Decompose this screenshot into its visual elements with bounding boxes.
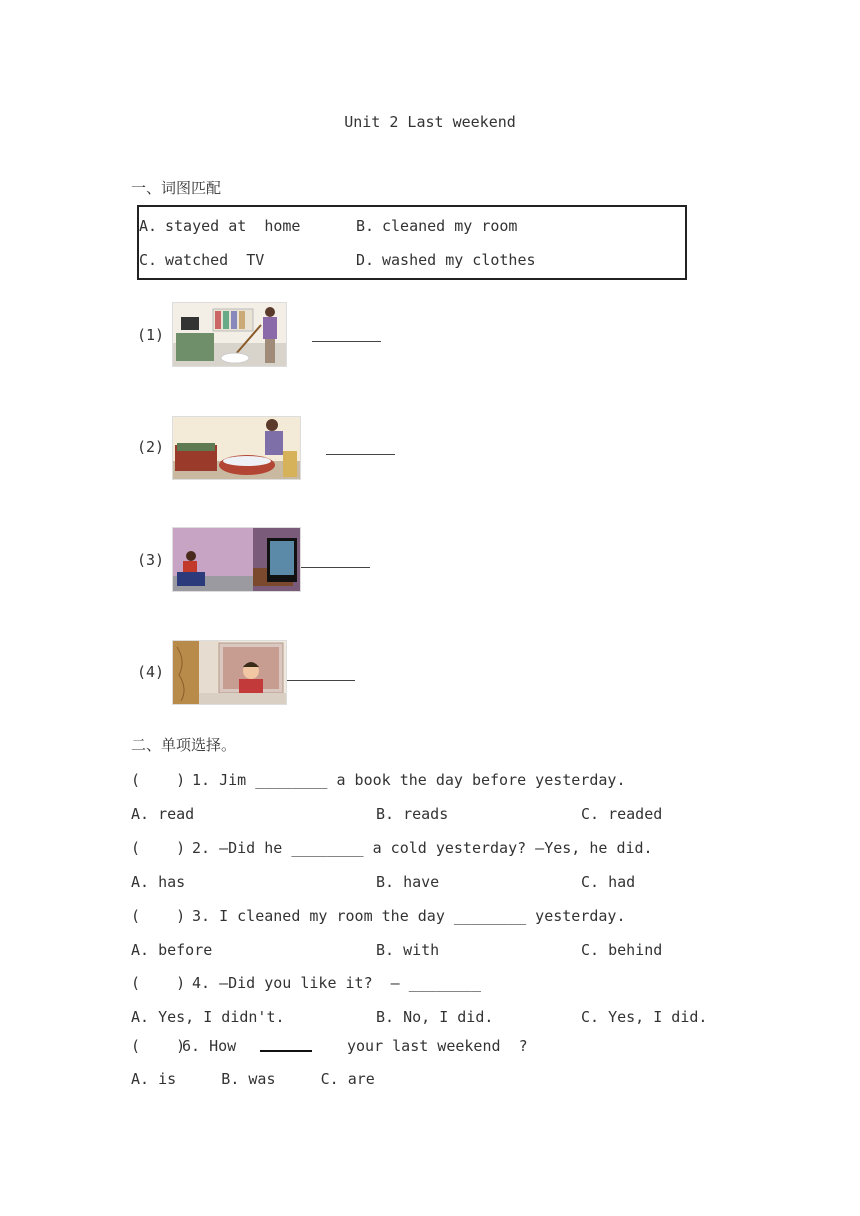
- q1-option-c: C. readed: [581, 805, 663, 823]
- q4-paren[interactable]: ( ): [131, 974, 186, 992]
- q3-paren[interactable]: ( ): [131, 907, 186, 925]
- option-a-text: stayed at home: [165, 217, 301, 235]
- q1-option-a: A. read: [131, 805, 195, 823]
- q3-text: 3. I cleaned my room the day ________ yesterday.: [192, 907, 626, 925]
- q2-option-a: A. has: [131, 873, 186, 891]
- item-1-answer-blank[interactable]: [312, 341, 381, 342]
- q2-paren[interactable]: ( ): [131, 839, 186, 857]
- staying-home-picture: [172, 640, 287, 705]
- item-2-answer-blank[interactable]: [326, 454, 395, 455]
- mopping-floor-picture: [172, 302, 287, 367]
- option-a-letter: A.: [139, 217, 158, 235]
- option-b-text: cleaned my room: [382, 217, 518, 235]
- q2-option-b: B. have: [376, 873, 440, 891]
- item-3-number: (3): [137, 551, 165, 569]
- option-c-text: watched TV: [165, 251, 265, 269]
- q4-option-c: C. Yes, I did.: [581, 1008, 708, 1026]
- q1-paren[interactable]: ( ): [131, 771, 186, 789]
- q3-option-a: A. before: [131, 941, 213, 959]
- item-4-number: (4): [137, 663, 165, 681]
- section-1-heading: 一、词图匹配: [131, 179, 222, 197]
- q6-options: A. is B. was C. are: [131, 1070, 375, 1088]
- watching-tv-picture: [172, 527, 301, 592]
- word-bank-box: [137, 205, 687, 280]
- item-2-number: (2): [137, 438, 165, 456]
- q4-text: 4. —Did you like it? — ________: [192, 974, 481, 992]
- q6-paren[interactable]: ( ): [131, 1037, 186, 1055]
- item-3-answer-blank[interactable]: [301, 567, 370, 568]
- option-b-letter: B.: [356, 217, 375, 235]
- item-1-number: (1): [137, 326, 165, 344]
- q2-option-c: C. had: [581, 873, 636, 891]
- item-4-answer-blank[interactable]: [287, 680, 355, 681]
- option-d-letter: D.: [356, 251, 375, 269]
- q4-option-b: B. No, I did.: [376, 1008, 494, 1026]
- q4-option-a: A. Yes, I didn't.: [131, 1008, 285, 1026]
- q6-number: 6. How: [182, 1037, 237, 1055]
- page-title: Unit 2 Last weekend: [344, 113, 516, 131]
- q6-text: your last weekend ?: [347, 1037, 528, 1055]
- q3-option-c: C. behind: [581, 941, 663, 959]
- option-d-text: washed my clothes: [382, 251, 536, 269]
- q1-option-b: B. reads: [376, 805, 449, 823]
- option-c-letter: C.: [139, 251, 158, 269]
- q2-text: 2. —Did he ________ a cold yesterday? —Yes, he did.: [192, 839, 653, 857]
- q6-answer-blank[interactable]: [260, 1050, 312, 1052]
- section-2-heading: 二、单项选择。: [131, 736, 237, 754]
- q3-option-b: B. with: [376, 941, 440, 959]
- washing-clothes-picture: [172, 416, 301, 480]
- q1-text: 1. Jim ________ a book the day before yesterday.: [192, 771, 626, 789]
